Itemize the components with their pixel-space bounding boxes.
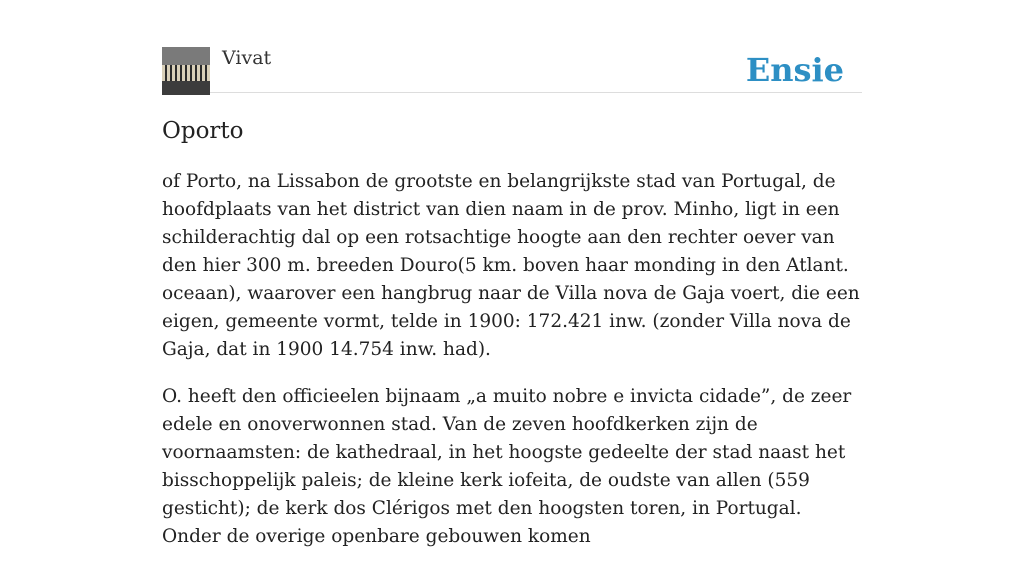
article-paragraph: O. heeft den officieelen bijnaam „a muito nobre e invicta cidade”, de zeer edele en onoverwonnen stad. Van de zeven hoofdkerken zijn de voornaamsten: de kathedraal, in het hoogste gedeelte der stad naast het bisschoppelijk paleis; de kleine kerk iofeita, de oudste van allen (559 gesticht); de kerk dos Clérigos met den hoogsten toren, in Portugal. Onder de overige openbare gebouwen komen [162,386,852,547]
article-page [162,0,862,547]
article-paragraph: of Porto, na Lissabon de grootste en belangrijkste stad van Portugal, de hoofdplaats van het district van dien naam in de prov. Minho, ligt in een schilderachtig dal op een rotsachtige hoogte aan den rechter oever van den hier 300 m. breeden Douro(5 km. boven haar monding in den Atlant. oceaan), waarover een hangbrug naar de Villa nova de Gaja voert, die een eigen, gemeente vormt, telde in 1900: 172.421 inw. (zonder Villa nova de Gaja, dat in 1900 14.754 inw. had). [162,171,860,360]
header [162,0,862,93]
avatar-image-icon [162,47,210,95]
author-name[interactable]: Vivat [222,47,272,69]
article-body [162,168,864,570]
site-logo[interactable]: Ensie [745,51,844,89]
article-title: Oporto [162,118,244,144]
avatar[interactable] [162,47,210,95]
